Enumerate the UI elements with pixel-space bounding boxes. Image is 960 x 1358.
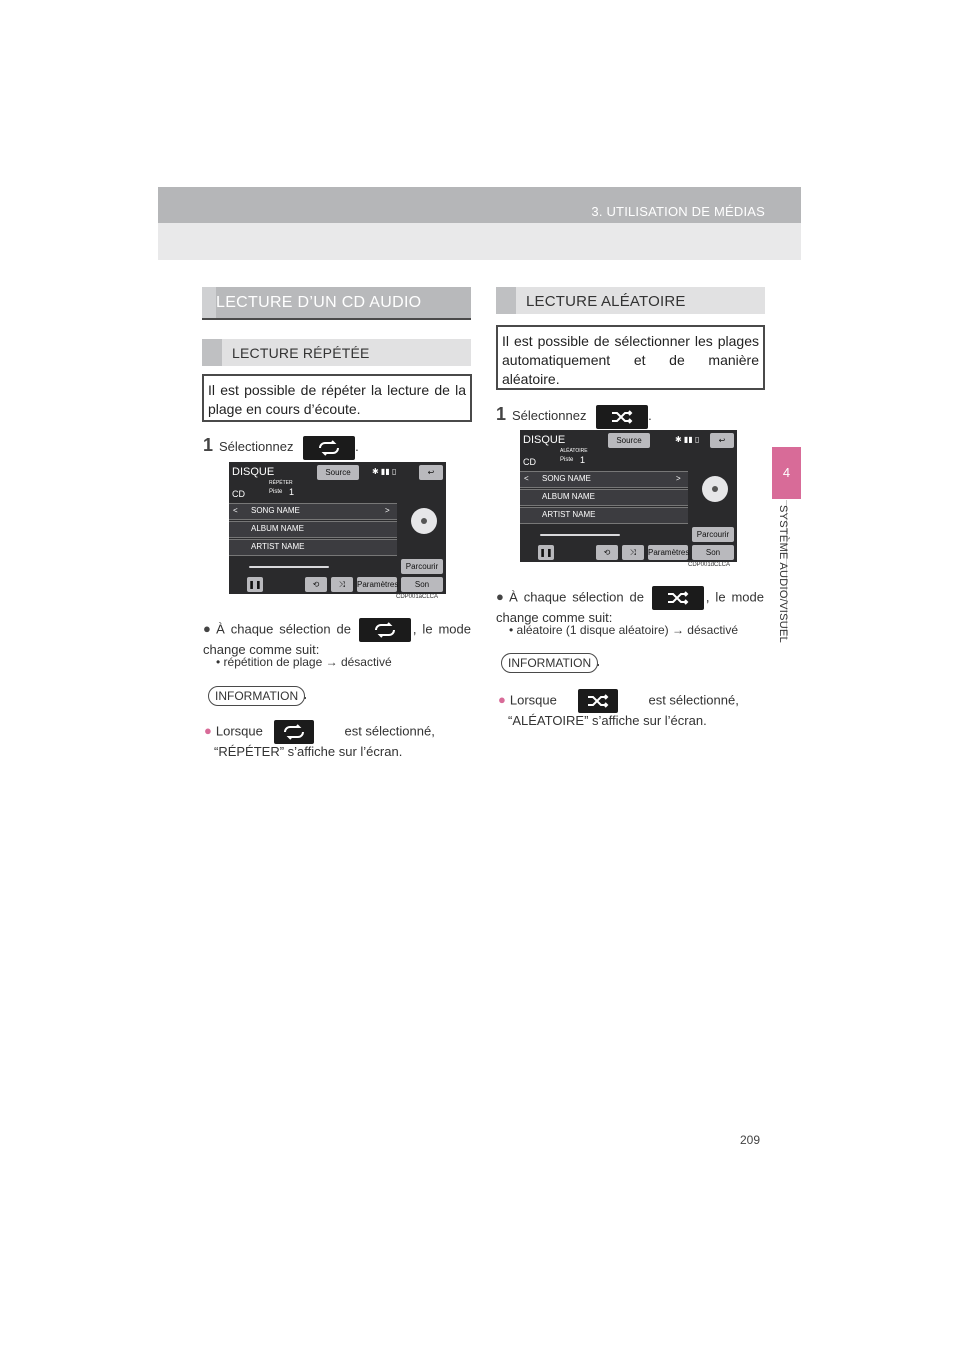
status-icons: ✱ ▮▮ ▯	[372, 467, 397, 476]
pause-button[interactable]: ❚❚	[538, 545, 554, 560]
info-text-shuffle: ● Lorsque est sélectionné, “ALÉATOIRE” s’affiche sur l’écran.	[498, 689, 764, 729]
sound-button[interactable]: Son	[692, 545, 734, 560]
artist-name: ARTIST NAME	[251, 542, 305, 551]
step-shuffle: 1 Sélectionnez .	[496, 404, 652, 429]
section-title-shuffle: LECTURE ALÉATOIRE	[496, 287, 765, 314]
settings-button[interactable]: Paramètres	[357, 577, 397, 592]
shuffle-icon	[578, 689, 618, 713]
chapter-number: 4	[782, 465, 791, 480]
sub-item-repeat: • répétition de plage → désactivé	[216, 655, 392, 669]
header-band	[158, 187, 801, 223]
info-label-repeat: INFORMATION	[208, 686, 305, 706]
album-name: ALBUM NAME	[542, 492, 595, 501]
section-title-cd: LECTURE D’UN CD AUDIO	[202, 287, 471, 320]
shuffle-button[interactable]: ⤨	[331, 577, 353, 592]
sub-item-shuffle: • aléatoire (1 disque aléatoire) → désactivé	[509, 623, 738, 637]
repeat-icon	[359, 618, 411, 642]
page-header	[158, 187, 801, 260]
status-icons: ✱ ▮▮ ▯	[675, 435, 700, 444]
source-button[interactable]: Source	[317, 465, 359, 480]
section-rule	[202, 318, 471, 320]
shuffle-icon	[596, 405, 648, 429]
shuffle-icon	[652, 586, 704, 610]
sound-button[interactable]: Son	[401, 577, 443, 592]
artist-name: ARTIST NAME	[542, 510, 596, 519]
screen-repeat: DISQUE Source ✱ ▮▮ ▯ ↩ CD RÉPÉTER Piste 1 < SONG NAME > ALBUM NAME ARTIST NAME Parcourir ❚❚ ⟲ ⤨ Paramètres Son	[229, 462, 446, 594]
browse-button[interactable]: Parcourir	[401, 559, 443, 574]
chapter-label: SYSTÈME AUDIO/VISUEL	[777, 505, 789, 644]
subsection-title-repeat: LECTURE RÉPÉTÉE	[202, 339, 471, 366]
step-repeat: 1 Sélectionnez .	[203, 435, 359, 460]
figure-code: CDP001aCLCA	[396, 594, 439, 600]
shuffle-button[interactable]: ⤨	[622, 545, 644, 560]
song-name: SONG NAME	[251, 506, 300, 515]
repeat-button[interactable]: ⟲	[305, 577, 327, 592]
screen-shuffle: DISQUE Source ✱ ▮▮ ▯ ↩ CD ALÉATOIRE Piste 1 < SONG NAME > ALBUM NAME ARTIST NAME Parcourir ❚❚ ⟲ ⤨ Paramètres Son	[520, 430, 737, 562]
repeat-icon	[303, 436, 355, 460]
album-name: ALBUM NAME	[251, 524, 304, 533]
page-number: 209	[740, 1133, 761, 1147]
progress-bar[interactable]	[249, 566, 329, 568]
info-text-repeat: ● Lorsque est sélectionné, “RÉPÉTER” s’affiche sur l’écran.	[204, 720, 470, 760]
intro-box-shuffle: Il est possible de sélectionner les plages automatiquement et de manière aléatoire.	[496, 325, 765, 390]
back-button[interactable]: ↩	[710, 433, 734, 448]
figure-code: CDP001dCLCA	[688, 562, 731, 568]
info-label-shuffle: INFORMATION	[501, 653, 598, 673]
bullet-shuffle: ● À chaque sélection de , le mode change comme suit:	[496, 586, 764, 626]
progress-bar[interactable]	[540, 534, 620, 536]
repeat-icon	[274, 720, 314, 744]
intro-box-repeat: Il est possible de répéter la lecture de la plage en cours d’écoute.	[202, 374, 472, 422]
pause-button[interactable]: ❚❚	[247, 577, 263, 592]
back-button[interactable]: ↩	[419, 465, 443, 480]
repeat-button[interactable]: ⟲	[596, 545, 618, 560]
header-title: 3. UTILISATION DE MÉDIAS	[591, 204, 765, 219]
browse-button[interactable]: Parcourir	[692, 527, 734, 542]
settings-button[interactable]: Paramètres	[648, 545, 688, 560]
disc-icon	[411, 508, 437, 534]
bullet-repeat: ● À chaque sélection de , le mode change comme suit:	[203, 618, 471, 658]
source-button[interactable]: Source	[608, 433, 650, 448]
song-name: SONG NAME	[542, 474, 591, 483]
disc-icon	[702, 476, 728, 502]
